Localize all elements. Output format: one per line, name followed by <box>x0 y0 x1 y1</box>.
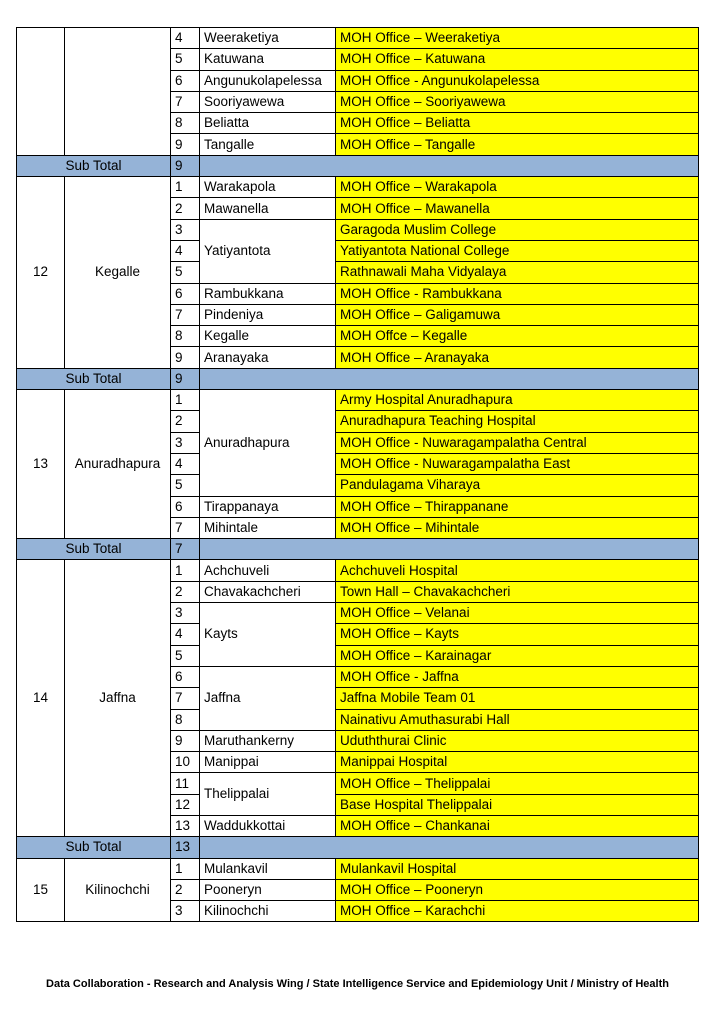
moh-area: Mihintale <box>200 517 336 538</box>
row-index: 3 <box>171 432 200 453</box>
row-index: 7 <box>171 517 200 538</box>
vaccination-site: Town Hall – Chavakachcheri <box>336 581 699 602</box>
district-name: Kilinochchi <box>65 858 171 922</box>
row-index: 2 <box>171 411 200 432</box>
moh-area: Thelippalai <box>200 773 336 816</box>
table-row <box>17 177 699 198</box>
vaccination-site: Uduththurai Clinic <box>336 730 699 751</box>
district-name: Jaffna <box>65 560 171 837</box>
row-index: 2 <box>171 879 200 900</box>
vaccination-site: Achchuveli Hospital <box>336 560 699 581</box>
subtotal-label: Sub Total <box>17 539 171 560</box>
vaccination-site: Mulankavil Hospital <box>336 858 699 879</box>
row-index: 3 <box>171 603 200 624</box>
district-number: 15 <box>17 858 65 922</box>
footer-credit: Data Collaboration - Research and Analysis Wing / State Intelligence Service and Epidemiology Unit / Ministry of Health <box>46 978 669 990</box>
moh-area: Sooriyawewa <box>200 91 336 112</box>
subtotal-value: 9 <box>171 155 200 176</box>
row-index: 6 <box>171 666 200 687</box>
district-name: Anuradhapura <box>65 390 171 539</box>
moh-area: Aranayaka <box>200 347 336 368</box>
moh-area: Tangalle <box>200 134 336 155</box>
subtotal-row <box>17 837 699 858</box>
row-index: 11 <box>171 773 200 794</box>
vaccination-site: Pandulagama Viharaya <box>336 475 699 496</box>
vaccination-site: MOH Office – Kayts <box>336 624 699 645</box>
vaccination-site: MOH Office - Jaffna <box>336 666 699 687</box>
table-row <box>17 560 699 581</box>
district-name <box>65 28 171 156</box>
row-index: 9 <box>171 134 200 155</box>
vaccination-site: MOH Office – Beliatta <box>336 113 699 134</box>
row-index: 6 <box>171 283 200 304</box>
vaccination-site: MOH Office – Galigamuwa <box>336 304 699 325</box>
vaccination-site: MOH Office – Sooriyawewa <box>336 91 699 112</box>
moh-area: Maruthankerny <box>200 730 336 751</box>
district-number <box>17 28 65 156</box>
vaccination-site: MOH Office - Angunukolapelessa <box>336 70 699 91</box>
subtotal-value: 13 <box>171 837 200 858</box>
vaccination-site: Nainativu Amuthasurabi Hall <box>336 709 699 730</box>
vaccination-site: Rathnawali Maha Vidyalaya <box>336 262 699 283</box>
vaccination-site: MOH Office – Katuwana <box>336 49 699 70</box>
district-number: 14 <box>17 560 65 837</box>
row-index: 2 <box>171 198 200 219</box>
subtotal-label: Sub Total <box>17 368 171 389</box>
row-index: 4 <box>171 28 200 49</box>
row-index: 8 <box>171 113 200 134</box>
row-index: 13 <box>171 815 200 836</box>
row-index: 4 <box>171 240 200 261</box>
row-index: 7 <box>171 91 200 112</box>
vaccination-site: MOH Office – Thelippalai <box>336 773 699 794</box>
vaccination-site: MOH Office – Thirappanane <box>336 496 699 517</box>
row-index: 1 <box>171 390 200 411</box>
table-body <box>17 28 699 922</box>
vaccination-site: Anuradhapura Teaching Hospital <box>336 411 699 432</box>
row-index: 4 <box>171 624 200 645</box>
moh-area: Waddukkottai <box>200 815 336 836</box>
moh-area: Kilinochchi <box>200 901 336 922</box>
row-index: 1 <box>171 177 200 198</box>
moh-area: Yatiyantota <box>200 219 336 283</box>
vaccination-site: MOH Office – Mihintale <box>336 517 699 538</box>
row-index: 3 <box>171 219 200 240</box>
row-index: 4 <box>171 453 200 474</box>
vaccination-site: Army Hospital Anuradhapura <box>336 390 699 411</box>
table-row <box>17 28 699 49</box>
vaccination-site: MOH Office - Nuwaragampalatha Central <box>336 432 699 453</box>
vaccination-site: MOH Office – Chankanai <box>336 815 699 836</box>
moh-area: Weeraketiya <box>200 28 336 49</box>
moh-area: Pooneryn <box>200 879 336 900</box>
moh-area: Tirappanaya <box>200 496 336 517</box>
row-index: 7 <box>171 304 200 325</box>
vaccination-site: MOH Office - Nuwaragampalatha East <box>336 453 699 474</box>
vaccination-site: MOH Office – Warakapola <box>336 177 699 198</box>
subtotal-empty <box>200 155 699 176</box>
moh-area: Katuwana <box>200 49 336 70</box>
row-index: 7 <box>171 688 200 709</box>
vaccination-site: MOH Offce – Kegalle <box>336 326 699 347</box>
moh-area: Angunukolapelessa <box>200 70 336 91</box>
moh-area: Kayts <box>200 603 336 667</box>
subtotal-row <box>17 155 699 176</box>
district-number: 13 <box>17 390 65 539</box>
vaccination-site: MOH Office – Weeraketiya <box>336 28 699 49</box>
vaccination-site: Jaffna Mobile Team 01 <box>336 688 699 709</box>
moh-area: Jaffna <box>200 666 336 730</box>
vaccination-site: MOH Office – Aranayaka <box>336 347 699 368</box>
vaccination-site: MOH Office – Tangalle <box>336 134 699 155</box>
row-index: 3 <box>171 901 200 922</box>
row-index: 5 <box>171 49 200 70</box>
row-index: 8 <box>171 709 200 730</box>
row-index: 1 <box>171 560 200 581</box>
moh-area: Chavakachcheri <box>200 581 336 602</box>
subtotal-empty <box>200 368 699 389</box>
vaccination-site: Manippai Hospital <box>336 752 699 773</box>
table-row <box>17 858 699 879</box>
subtotal-empty <box>200 539 699 560</box>
moh-area: Mawanella <box>200 198 336 219</box>
table-row <box>17 390 699 411</box>
moh-area: Kegalle <box>200 326 336 347</box>
subtotal-label: Sub Total <box>17 155 171 176</box>
subtotal-value: 7 <box>171 539 200 560</box>
vaccination-site: MOH Office – Mawanella <box>336 198 699 219</box>
row-index: 12 <box>171 794 200 815</box>
vaccination-centres-table <box>16 27 699 922</box>
district-name: Kegalle <box>65 177 171 369</box>
subtotal-empty <box>200 837 699 858</box>
vaccination-site: Yatiyantota National College <box>336 240 699 261</box>
moh-area: Pindeniya <box>200 304 336 325</box>
row-index: 2 <box>171 581 200 602</box>
row-index: 5 <box>171 475 200 496</box>
vaccination-site: MOH Office - Rambukkana <box>336 283 699 304</box>
row-index: 1 <box>171 858 200 879</box>
subtotal-label: Sub Total <box>17 837 171 858</box>
subtotal-row <box>17 539 699 560</box>
row-index: 6 <box>171 70 200 91</box>
moh-area: Manippai <box>200 752 336 773</box>
moh-area: Rambukkana <box>200 283 336 304</box>
vaccination-site: MOH Office – Karainagar <box>336 645 699 666</box>
vaccination-site: Base Hospital Thelippalai <box>336 794 699 815</box>
row-index: 5 <box>171 645 200 666</box>
vaccination-site: MOH Office – Velanai <box>336 603 699 624</box>
vaccination-site: MOH Office – Pooneryn <box>336 879 699 900</box>
moh-area: Mulankavil <box>200 858 336 879</box>
moh-area: Achchuveli <box>200 560 336 581</box>
subtotal-row <box>17 368 699 389</box>
row-index: 6 <box>171 496 200 517</box>
row-index: 9 <box>171 347 200 368</box>
row-index: 10 <box>171 752 200 773</box>
moh-area: Beliatta <box>200 113 336 134</box>
district-number: 12 <box>17 177 65 369</box>
moh-area: Warakapola <box>200 177 336 198</box>
row-index: 9 <box>171 730 200 751</box>
vaccination-site: Garagoda Muslim College <box>336 219 699 240</box>
vaccination-site: MOH Office – Karachchi <box>336 901 699 922</box>
moh-area: Anuradhapura <box>200 390 336 496</box>
row-index: 5 <box>171 262 200 283</box>
row-index: 8 <box>171 326 200 347</box>
subtotal-value: 9 <box>171 368 200 389</box>
